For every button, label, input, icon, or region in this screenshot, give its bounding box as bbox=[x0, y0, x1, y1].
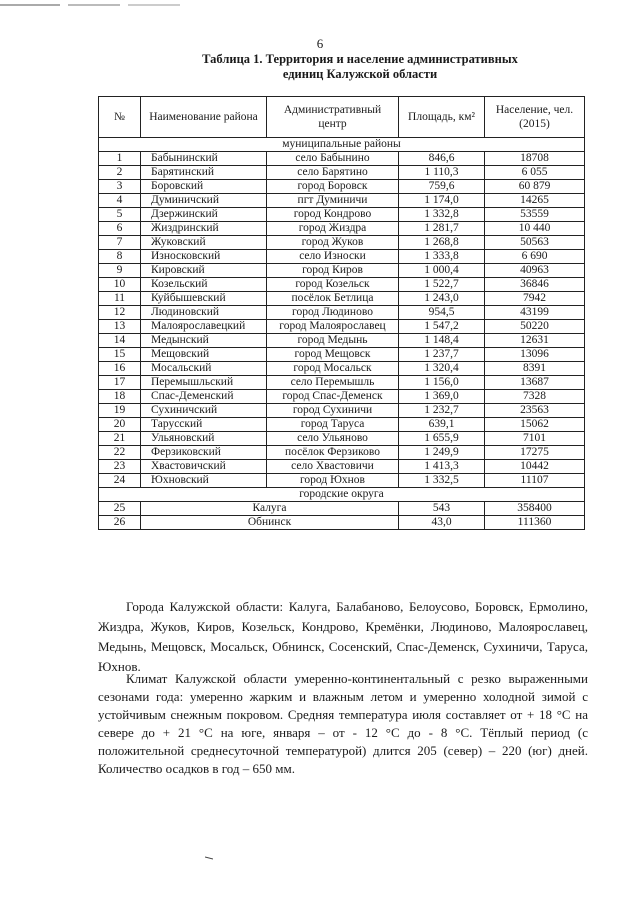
population-value: 10442 bbox=[485, 460, 585, 474]
row-num: 1 bbox=[99, 152, 141, 166]
population-value: 36846 bbox=[485, 278, 585, 292]
territory-population-table bbox=[98, 96, 585, 530]
population-value: 12631 bbox=[485, 334, 585, 348]
admin-center: село Износки bbox=[267, 250, 399, 264]
district-name: Тарусский bbox=[141, 418, 267, 432]
population-value: 23563 bbox=[485, 404, 585, 418]
row-num: 6 bbox=[99, 222, 141, 236]
district-name: Кировский bbox=[141, 264, 267, 278]
row-num: 11 bbox=[99, 292, 141, 306]
table-row bbox=[99, 250, 585, 264]
area-value: 954,5 bbox=[399, 306, 485, 320]
admin-center: город Сухиничи bbox=[267, 404, 399, 418]
admin-center: город Мосальск bbox=[267, 362, 399, 376]
population-value: 111360 bbox=[485, 516, 585, 530]
district-name: Жуковский bbox=[141, 236, 267, 250]
row-num: 19 bbox=[99, 404, 141, 418]
district-name: Мещовский bbox=[141, 348, 267, 362]
header-population: Население, чел. (2015) bbox=[485, 97, 585, 138]
area-value: 846,6 bbox=[399, 152, 485, 166]
header-district-name: Наименование района bbox=[141, 97, 267, 138]
table-row bbox=[99, 236, 585, 250]
area-value: 1 148,4 bbox=[399, 334, 485, 348]
row-num: 24 bbox=[99, 474, 141, 488]
district-name: Дзержинский bbox=[141, 208, 267, 222]
table-row bbox=[99, 264, 585, 278]
admin-center: город Кондрово bbox=[267, 208, 399, 222]
row-num: 12 bbox=[99, 306, 141, 320]
table-row-urban bbox=[99, 502, 585, 516]
area-value: 1 547,2 bbox=[399, 320, 485, 334]
paragraph-cities bbox=[98, 597, 588, 677]
row-num: 9 bbox=[99, 264, 141, 278]
section-label-municipal: муниципальные районы bbox=[99, 138, 585, 152]
row-num: 25 bbox=[99, 502, 141, 516]
district-name: Боровский bbox=[141, 180, 267, 194]
area-value: 1 332,5 bbox=[399, 474, 485, 488]
district-name: Ферзиковский bbox=[141, 446, 267, 460]
area-value: 1 249,9 bbox=[399, 446, 485, 460]
population-value: 43199 bbox=[485, 306, 585, 320]
header-num: № bbox=[99, 97, 141, 138]
population-value: 13687 bbox=[485, 376, 585, 390]
population-value: 18708 bbox=[485, 152, 585, 166]
header-area: Площадь, км² bbox=[399, 97, 485, 138]
area-value: 1 243,0 bbox=[399, 292, 485, 306]
paragraph-climate bbox=[98, 670, 588, 778]
admin-center: пгт Думиничи bbox=[267, 194, 399, 208]
district-name: Хвастовичский bbox=[141, 460, 267, 474]
row-num: 15 bbox=[99, 348, 141, 362]
area-value: 543 bbox=[399, 502, 485, 516]
area-value: 1 237,7 bbox=[399, 348, 485, 362]
population-value: 50563 bbox=[485, 236, 585, 250]
table-row bbox=[99, 208, 585, 222]
row-num: 17 bbox=[99, 376, 141, 390]
area-value: 1 232,7 bbox=[399, 404, 485, 418]
row-num: 16 bbox=[99, 362, 141, 376]
admin-center: город Киров bbox=[267, 264, 399, 278]
table-row bbox=[99, 222, 585, 236]
row-num: 4 bbox=[99, 194, 141, 208]
paragraph-climate-text: Климат Калужской области умеренно-континентальный с резко выраженными сезонами года: умеренно жарким и влажным летом и умеренно холодной зимой с устойчивым снежным покровом. Средняя температура июля составляет от + 18 °С на севере до + 21 °С на юге, января – от - 12 °С до - 8 °С. Тёплый период (с положительной среднесуточной температурой) длится 205 (север) – 220 (юг) дней. Количество осадков в год – 650 мм. bbox=[98, 671, 588, 776]
table-row bbox=[99, 292, 585, 306]
admin-center: город Юхнов bbox=[267, 474, 399, 488]
row-num: 8 bbox=[99, 250, 141, 264]
admin-center: город Медынь bbox=[267, 334, 399, 348]
population-value: 7942 bbox=[485, 292, 585, 306]
table-row bbox=[99, 418, 585, 432]
page-number: 6 bbox=[316, 36, 324, 51]
table-row bbox=[99, 376, 585, 390]
admin-center: село Хвастовичи bbox=[267, 460, 399, 474]
population-value: 53559 bbox=[485, 208, 585, 222]
population-value: 14265 bbox=[485, 194, 585, 208]
district-name: Жиздринский bbox=[141, 222, 267, 236]
row-num: 10 bbox=[99, 278, 141, 292]
section-row-municipal bbox=[99, 138, 585, 152]
district-name: Медынский bbox=[141, 334, 267, 348]
table-row bbox=[99, 460, 585, 474]
admin-center: город Козельск bbox=[267, 278, 399, 292]
row-num: 20 bbox=[99, 418, 141, 432]
row-num: 14 bbox=[99, 334, 141, 348]
admin-center: город Малоярославец bbox=[267, 320, 399, 334]
area-value: 759,6 bbox=[399, 180, 485, 194]
admin-center: село Бабынино bbox=[267, 152, 399, 166]
district-name: Барятинский bbox=[141, 166, 267, 180]
row-num: 23 bbox=[99, 460, 141, 474]
population-value: 358400 bbox=[485, 502, 585, 516]
district-name: Износковский bbox=[141, 250, 267, 264]
table-row bbox=[99, 446, 585, 460]
district-name: Мосальский bbox=[141, 362, 267, 376]
population-value: 40963 bbox=[485, 264, 585, 278]
district-name: Куйбышевский bbox=[141, 292, 267, 306]
table-row bbox=[99, 152, 585, 166]
table-row bbox=[99, 278, 585, 292]
table-row bbox=[99, 348, 585, 362]
population-value: 13096 bbox=[485, 348, 585, 362]
table-row bbox=[99, 166, 585, 180]
area-value: 639,1 bbox=[399, 418, 485, 432]
area-value: 1 332,8 bbox=[399, 208, 485, 222]
admin-center: город Таруса bbox=[267, 418, 399, 432]
admin-center: посёлок Ферзиково bbox=[267, 446, 399, 460]
table-row bbox=[99, 180, 585, 194]
table-header-row bbox=[99, 97, 585, 138]
row-num: 3 bbox=[99, 180, 141, 194]
population-value: 17275 bbox=[485, 446, 585, 460]
district-name: Спас-Деменский bbox=[141, 390, 267, 404]
area-value: 1 156,0 bbox=[399, 376, 485, 390]
population-value: 6 690 bbox=[485, 250, 585, 264]
district-name: Козельский bbox=[141, 278, 267, 292]
section-row-urban bbox=[99, 488, 585, 502]
area-value: 43,0 bbox=[399, 516, 485, 530]
urban-district-name: Обнинск bbox=[141, 516, 399, 530]
table-row bbox=[99, 320, 585, 334]
row-num: 18 bbox=[99, 390, 141, 404]
admin-center: село Барятино bbox=[267, 166, 399, 180]
admin-center: город Жуков bbox=[267, 236, 399, 250]
area-value: 1 320,4 bbox=[399, 362, 485, 376]
table-title-line1: Таблица 1. Территория и население административных bbox=[202, 52, 518, 66]
admin-center: город Боровск bbox=[267, 180, 399, 194]
area-value: 1 413,3 bbox=[399, 460, 485, 474]
table-row bbox=[99, 474, 585, 488]
row-num: 26 bbox=[99, 516, 141, 530]
population-value: 11107 bbox=[485, 474, 585, 488]
table-row-urban bbox=[99, 516, 585, 530]
district-name: Сухиничский bbox=[141, 404, 267, 418]
population-value: 10 440 bbox=[485, 222, 585, 236]
population-value: 7328 bbox=[485, 390, 585, 404]
urban-district-name: Калуга bbox=[141, 502, 399, 516]
table-row bbox=[99, 362, 585, 376]
district-name: Бабынинский bbox=[141, 152, 267, 166]
header-admin-center: Административный центр bbox=[267, 97, 399, 138]
district-name: Думиничский bbox=[141, 194, 267, 208]
admin-center: город Жиздра bbox=[267, 222, 399, 236]
population-value: 15062 bbox=[485, 418, 585, 432]
district-name: Ульяновский bbox=[141, 432, 267, 446]
area-value: 1 655,9 bbox=[399, 432, 485, 446]
table-row bbox=[99, 404, 585, 418]
population-value: 8391 bbox=[485, 362, 585, 376]
district-name: Перемышльский bbox=[141, 376, 267, 390]
district-name: Малоярославецкий bbox=[141, 320, 267, 334]
population-value: 60 879 bbox=[485, 180, 585, 194]
area-value: 1 369,0 bbox=[399, 390, 485, 404]
area-value: 1 268,8 bbox=[399, 236, 485, 250]
table-row bbox=[99, 194, 585, 208]
area-value: 1 522,7 bbox=[399, 278, 485, 292]
row-num: 7 bbox=[99, 236, 141, 250]
area-value: 1 174,0 bbox=[399, 194, 485, 208]
admin-center: город Спас-Деменск bbox=[267, 390, 399, 404]
scan-speck bbox=[205, 856, 213, 860]
area-value: 1 333,8 bbox=[399, 250, 485, 264]
admin-center: село Перемышль bbox=[267, 376, 399, 390]
population-value: 6 055 bbox=[485, 166, 585, 180]
table-row bbox=[99, 432, 585, 446]
table-title bbox=[160, 52, 560, 82]
admin-center: посёлок Бетлица bbox=[267, 292, 399, 306]
admin-center: город Мещовск bbox=[267, 348, 399, 362]
district-name: Людиновский bbox=[141, 306, 267, 320]
row-num: 22 bbox=[99, 446, 141, 460]
table-title-line2: единиц Калужской области bbox=[282, 67, 438, 81]
section-label-urban: городские округа bbox=[99, 488, 585, 502]
table-row bbox=[99, 390, 585, 404]
population-value: 7101 bbox=[485, 432, 585, 446]
area-value: 1 110,3 bbox=[399, 166, 485, 180]
admin-center: город Людиново bbox=[267, 306, 399, 320]
paragraph-cities-text: Города Калужской области: Калуга, Балабаново, Белоусово, Боровск, Ермолино, Жиздра, Жуков, Киров, Козельск, Кондрово, Кремёнки, Людиново, Малоярославец, Медынь, Мещовск, Мосальск, Обнинск, Сосенский, Спас-Деменск, Сухиничи, Таруса, Юхнов. bbox=[98, 599, 588, 674]
row-num: 21 bbox=[99, 432, 141, 446]
row-num: 5 bbox=[99, 208, 141, 222]
district-name: Юхновский bbox=[141, 474, 267, 488]
row-num: 2 bbox=[99, 166, 141, 180]
table-row bbox=[99, 306, 585, 320]
admin-center: село Ульяново bbox=[267, 432, 399, 446]
population-value: 50220 bbox=[485, 320, 585, 334]
area-value: 1 281,7 bbox=[399, 222, 485, 236]
table-row bbox=[99, 334, 585, 348]
area-value: 1 000,4 bbox=[399, 264, 485, 278]
scan-edge-marks bbox=[0, 0, 640, 8]
row-num: 13 bbox=[99, 320, 141, 334]
